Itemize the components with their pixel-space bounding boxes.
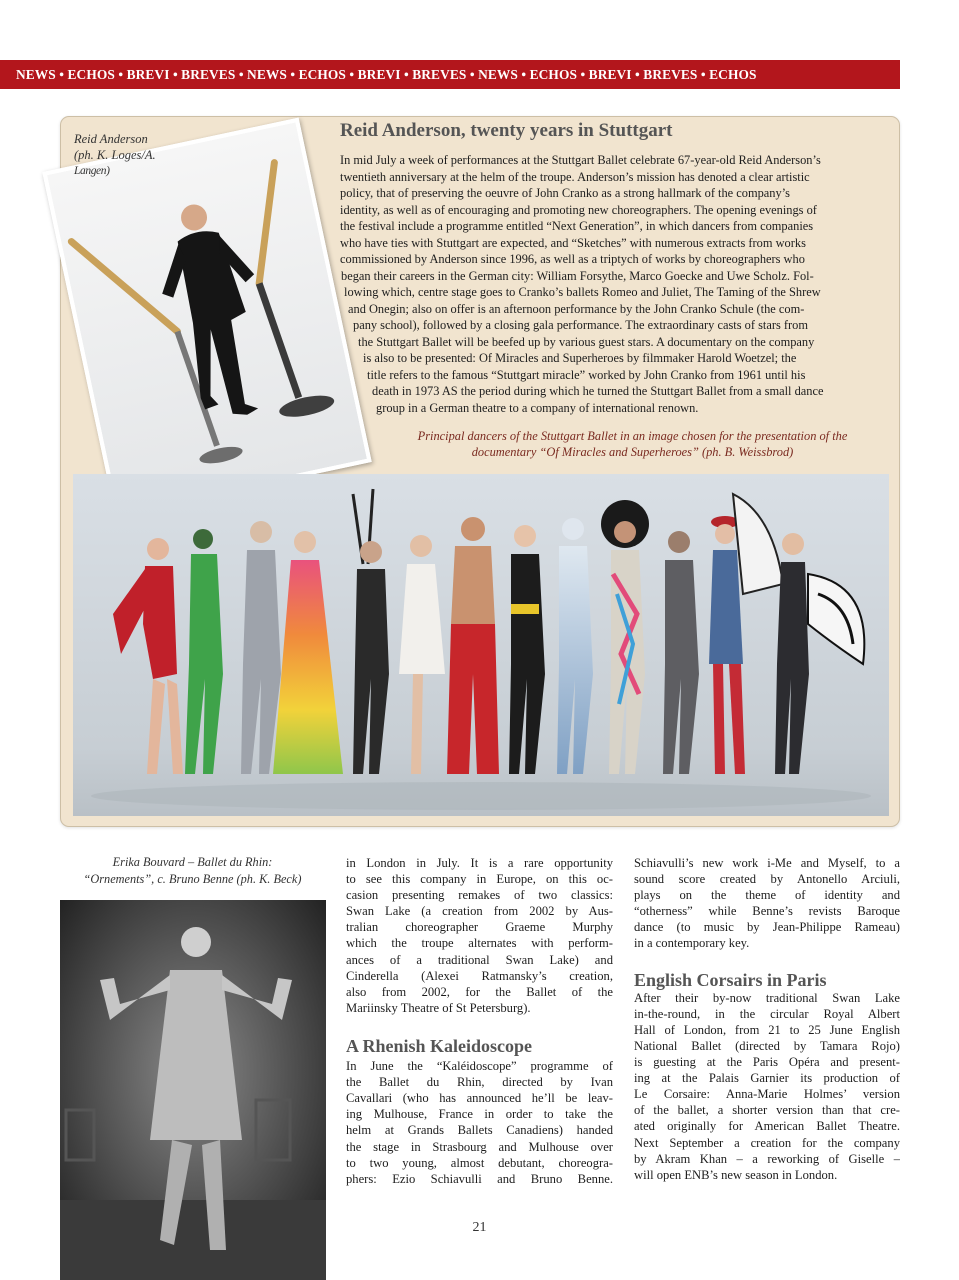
column-two — [346, 855, 613, 1187]
col2-line: Cavallari (who has announced he’ll be leav- — [346, 1091, 613, 1106]
col2-line: in London in July. It is a rare opportunity — [346, 856, 613, 870]
col3-line: ing at the Palais Garnier its production of — [634, 1071, 900, 1086]
feature-line: title refers to the famous “Stuttgart miracle” worked by John Cranko from 1961 until his — [367, 367, 806, 382]
dancers-illustration — [73, 474, 889, 816]
feature-line: death in 1973 AS the period during which he turned the Stuttgart Ballet from a small dance — [372, 384, 824, 398]
col2-line: casion presenting remakes of two classics: — [346, 888, 613, 903]
section-banner: NEWS • ECHOS • BREVI • BREVES • NEWS • ECHOS • BREVI • BREVES • NEWS • ECHOS • BREVI • BREVES • ECHOS — [0, 60, 900, 89]
col3-line: “otherness” while Benne’s revists Baroque — [634, 904, 900, 919]
col3-line: National Ballet (directed by Tamara Rojo) — [634, 1038, 900, 1053]
col3-line: in a contemporary key. — [634, 936, 750, 951]
col3-line: ated originally for American Ballet Theatre. — [634, 1119, 900, 1134]
col3-line: of the ballet, a shorter version than that cre- — [634, 1103, 900, 1118]
feature-line: In mid July a week of performances at the Stuttgart Ballet celebrate 67-year-old Reid Anderson’s — [340, 153, 821, 167]
feature-line: is also to be presented: Of Miracles and Superheroes by filmmaker Harold Woetzel; the — [363, 351, 797, 365]
feature-line: the festival include a programme entitled “Next Generation”, in which dancers from companies — [340, 219, 814, 233]
page-number: 21 — [472, 1220, 487, 1235]
col2-line: to two young, almost debutant, choreogra- — [346, 1155, 613, 1170]
col2-line: ances of a traditional Swan Lake) and — [346, 952, 613, 967]
feature-line: the Stuttgart Ballet will be beefed up by various guest stars. A documentary on the company — [358, 334, 815, 349]
reid-caption-line: (ph. K. Loges/A. — [74, 148, 156, 162]
feature-line: group in a German theatre to a company of international renown. — [376, 400, 699, 415]
rhenish-heading: A Rhenish Kaleidoscope — [346, 1035, 533, 1056]
feature-line: began their careers in the German city: William Forsythe, Marco Goecke and Uwe Scholz. Fol- — [341, 268, 814, 283]
feature-line: who have ties with Stuttgart are expected, and “Sketches” with numerous extracts from works — [340, 235, 806, 250]
feature-headline: Reid Anderson, twenty years in Stuttgart — [340, 120, 673, 141]
group-caption-line: documentary “Of Miracles and Superheroes” (ph. B. Weissbrod) — [471, 445, 794, 459]
col2-line: the stage in Strasbourg and Mulhouse over — [346, 1139, 613, 1154]
reid-photo-caption — [74, 131, 194, 179]
col3-line: After their by-now traditional Swan Lake — [634, 990, 900, 1005]
erika-photo-caption — [60, 854, 325, 888]
corsairs-heading: English Corsairs in Paris — [634, 969, 827, 990]
col2-line: In June the “Kaléidoscope” programme of — [346, 1059, 613, 1074]
col2-line: to see this company in Europe, on this oc- — [346, 872, 613, 887]
feature-line: identity, as well as of encouraging and promoting new choreographers. The opening evenings of — [340, 202, 817, 217]
col3-line: will open ENB’s new season in London. — [634, 1167, 838, 1182]
feature-line: lowing which, centre stage goes to Cranko’s ballets Romeo and Juliet, The Taming of the Shrew — [344, 285, 821, 299]
col2-line: also from 2002, for the Ballet of the — [346, 984, 613, 999]
feature-line: and Onegin; also on offer is an afternoon performance by the John Cranko Schule (the com- — [348, 301, 805, 316]
col2-line: helm at Grands Ballets Canadiens) handed — [346, 1123, 613, 1138]
group-photo-caption — [380, 428, 885, 460]
feature-line: twentieth anniversary at the helm of the troupe. Anderson’s mission has denoted a clear artistic — [340, 169, 810, 184]
group-caption-line: Principal dancers of the Stuttgart Ballet in an image chosen for the presentation of the — [417, 429, 848, 443]
col2-line: Mariinsky Theatre of St Petersburg). — [346, 1000, 531, 1015]
col2-line: Swan Lake (a creation from 2002 by Aus- — [346, 904, 613, 919]
col3-line: Schiavulli’s new work i-Me and Myself, to a — [634, 856, 900, 870]
feature-line: policy, that of preserving the oeuvre of John Cranko as a strong hallmark of the company’s — [340, 186, 790, 200]
col3-line: in-the-round, in the circular Royal Albert — [634, 1006, 900, 1021]
col3-line: by Akram Khan – a reworking of Giselle – — [634, 1151, 900, 1166]
col3-line: Hall of London, from 21 to 25 June English — [634, 1022, 900, 1037]
col3-line: Next September a creation for the company — [634, 1135, 900, 1150]
col3-line: dance (to music by Jean-Philippe Rameau) — [634, 920, 900, 935]
col2-line: which the troupe alternates with perform- — [346, 936, 613, 951]
col2-line: Cinderella (Alexei Ratmansky’s creation, — [346, 968, 613, 983]
feature-line: pany school), followed by a closing gala performance. The extraordinary casts of stars from — [353, 318, 808, 332]
feature-line: commissioned by Anderson since 1996, as well as a triptych of works by choreographers who — [340, 252, 805, 266]
col3-line: Le Corsaire: Anna-Marie Holmes’ version — [634, 1087, 900, 1102]
col2-line: ing Mulhouse, France in order to take the — [346, 1107, 613, 1122]
col3-line: is guesting at the Paris Opéra and present- — [634, 1055, 900, 1070]
col2-line: tralian choreographer Graeme Murphy — [346, 920, 613, 935]
erika-caption-line: Erika Bouvard – Ballet du Rhin: — [112, 855, 273, 869]
stuttgart-dancers-photo — [73, 474, 889, 816]
col3-line: plays on the theme of identity and — [634, 888, 900, 903]
reid-caption-line: Langen) — [74, 165, 110, 177]
col2-line: phers: Ezio Schiavulli and Bruno Benne. — [346, 1171, 613, 1186]
column-three — [634, 855, 900, 1183]
col2-line: the Ballet du Rhin, directed by Ivan — [346, 1075, 613, 1090]
col3-line: sound score created by Antonello Arciuli, — [634, 872, 900, 887]
reid-caption-line: Reid Anderson — [74, 132, 148, 146]
erika-caption-line: “Ornements”, c. Bruno Benne (ph. K. Beck) — [83, 872, 302, 886]
